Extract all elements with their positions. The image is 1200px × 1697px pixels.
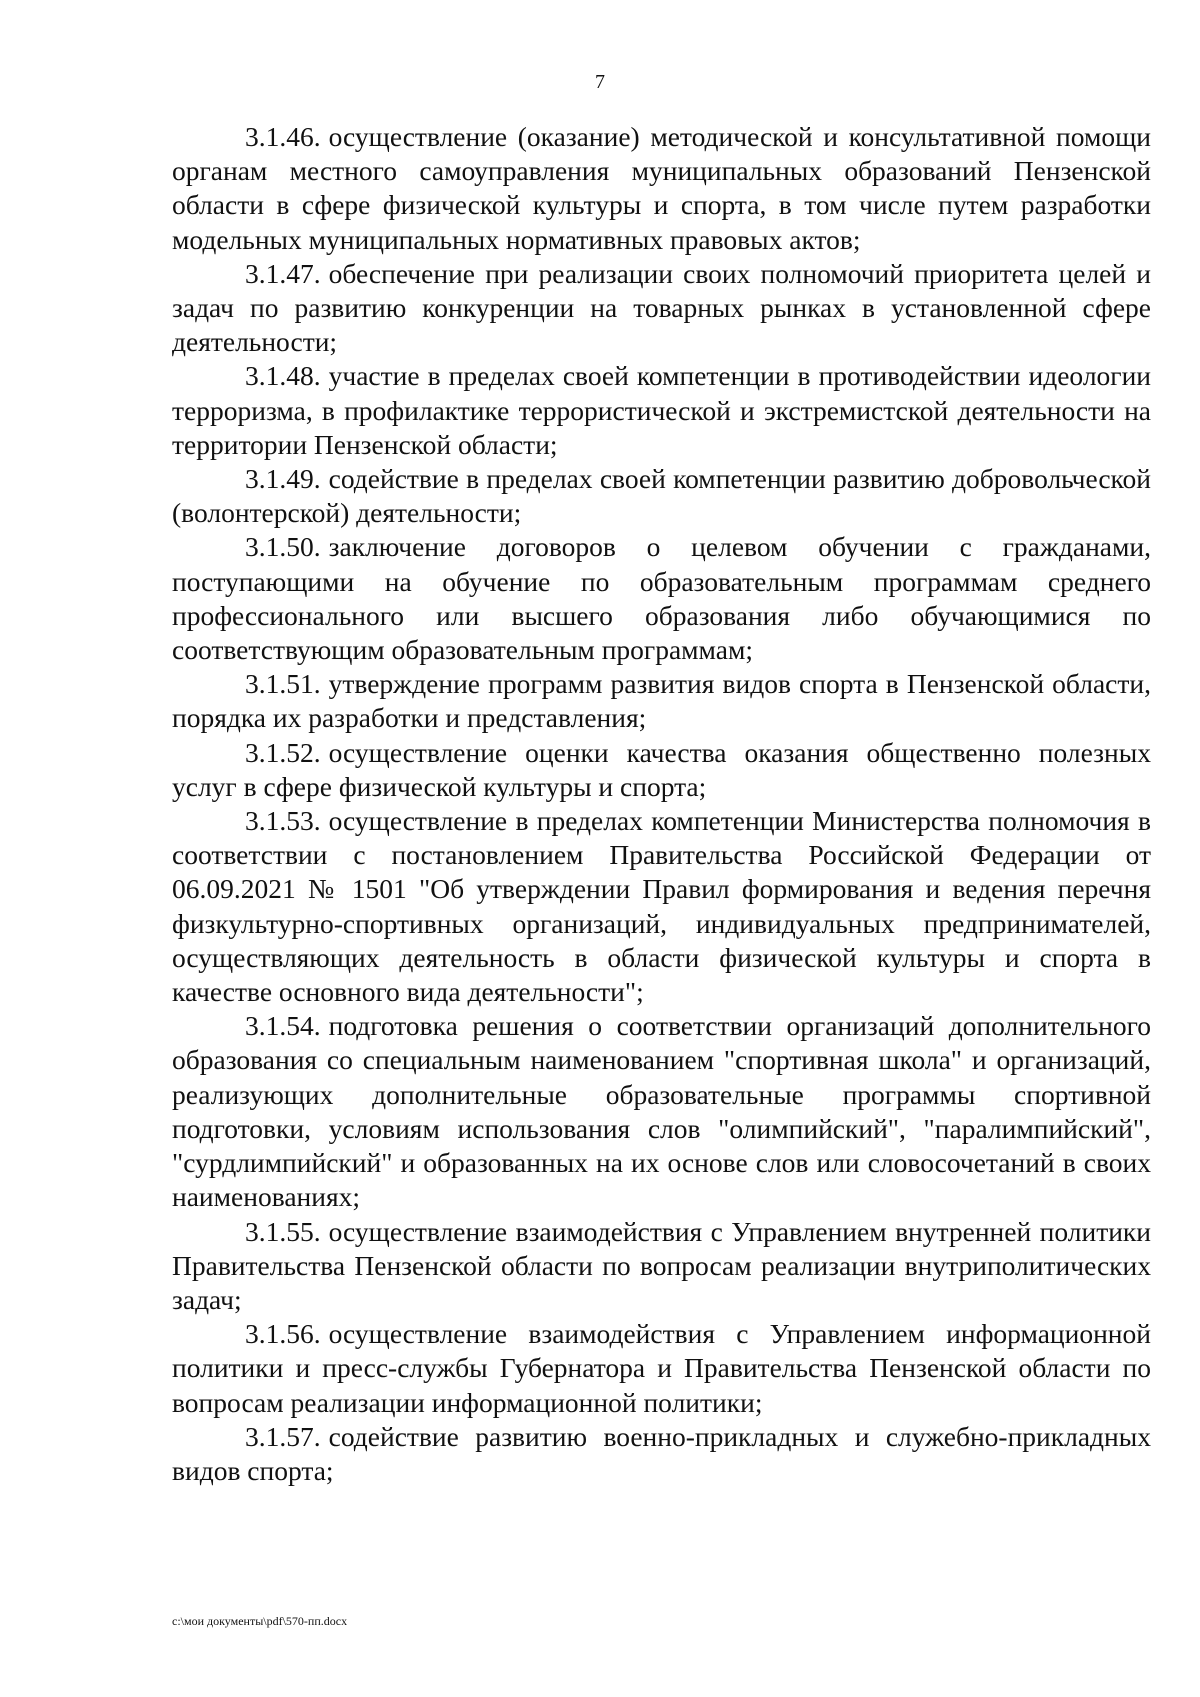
item-number: 3.1.47.	[245, 257, 321, 289]
list-item	[172, 530, 1151, 667]
list-item	[172, 1420, 1151, 1488]
item-text: утверждение программ развития видов спорта в Пензенской области, порядка их разработки и представления;	[172, 668, 1151, 734]
page-number: 7	[595, 71, 605, 93]
item-text: обеспечение при реализации своих полномочий приоритета целей и задач по развитию конкуренции на товарных рынках в установленной сфере деятельности;	[172, 257, 1151, 358]
list-item	[172, 1215, 1151, 1318]
item-number: 3.1.50.	[245, 531, 321, 563]
item-text: содействие развитию военно-прикладных и служебно-прикладных видов спорта;	[172, 1420, 1151, 1486]
footer-file-path: c:\мои документы\pdf\570-пп.docx	[172, 1614, 348, 1628]
item-text: содействие в пределах своей компетенции развитию добровольческой (волонтерской) деятельности;	[172, 463, 1151, 529]
item-number: 3.1.48.	[245, 360, 321, 392]
item-text: осуществление взаимодействия с Управлением информационной политики и пресс-службы Губернатора и Правительства Пензенской области по вопросам реализации информационной политики;	[172, 1318, 1151, 1418]
item-number: 3.1.51.	[245, 668, 321, 700]
item-text: осуществление оценки качества оказания общественно полезных услуг в сфере физической культуры и спорта;	[172, 736, 1151, 802]
list-item	[172, 1009, 1151, 1214]
item-number: 3.1.56.	[245, 1318, 321, 1350]
item-number: 3.1.46.	[245, 121, 321, 152]
item-text: заключение договоров о целевом обучении с гражданами, поступающими на обучение по образовательным программам среднего профессионального или высшего образования либо обучающимися по соответствующим образовательным программам;	[172, 531, 1151, 666]
item-number: 3.1.54.	[245, 1010, 321, 1042]
item-number: 3.1.52.	[245, 736, 321, 768]
item-text: участие в пределах своей компетенции в противодействии идеологии терроризма, в профилактике террористической и экстремистской деятельности на территории Пензенской области;	[172, 360, 1151, 460]
item-text: осуществление (оказание) методической и консультативной помощи органам местного самоуправления муниципальных образований Пензенской области в сфере физической культуры и спорта, в том числе путем разработки модельных муниципальных нормативных правовых актов;	[172, 121, 1151, 255]
item-number: 3.1.49.	[245, 463, 321, 495]
item-number: 3.1.57.	[245, 1420, 321, 1452]
item-number: 3.1.53.	[245, 805, 321, 837]
item-text: осуществление в пределах компетенции Министерства полномочия в соответствии с постановлением Правительства Российской Федерации от 06.09.2021 № 1501 "Об утверждении Правил формирования и ведения перечня физкультурно-спортивных организаций, индивидуальных предпринимателей, осуществляющих деятельность в области физической культуры и спорта в качестве основного вида деятельности";	[172, 805, 1151, 1008]
list-item	[172, 736, 1151, 804]
list-item	[172, 462, 1151, 530]
list-item	[172, 359, 1151, 462]
item-text: осуществление взаимодействия с Управлением внутренней политики Правительства Пензенской области по вопросам реализации внутриполитических задач;	[172, 1215, 1151, 1315]
list-item	[172, 1317, 1151, 1420]
list-item	[172, 667, 1151, 735]
list-item	[172, 257, 1151, 360]
list-item	[172, 804, 1151, 1009]
document-body	[172, 120, 1151, 1488]
item-text: подготовка решения о соответствии организаций дополнительного образования со специальным наименованием "спортивная школа" и организаций, реализующих дополнительные образовательные программы спортивной подготовки, условиям использования слов "олимпийский", "паралимпийский", "сурдлимпийский" и образованных на их основе слов или словосочетаний в своих наименованиях;	[172, 1010, 1151, 1213]
item-number: 3.1.55.	[245, 1215, 321, 1247]
list-item	[172, 120, 1151, 257]
